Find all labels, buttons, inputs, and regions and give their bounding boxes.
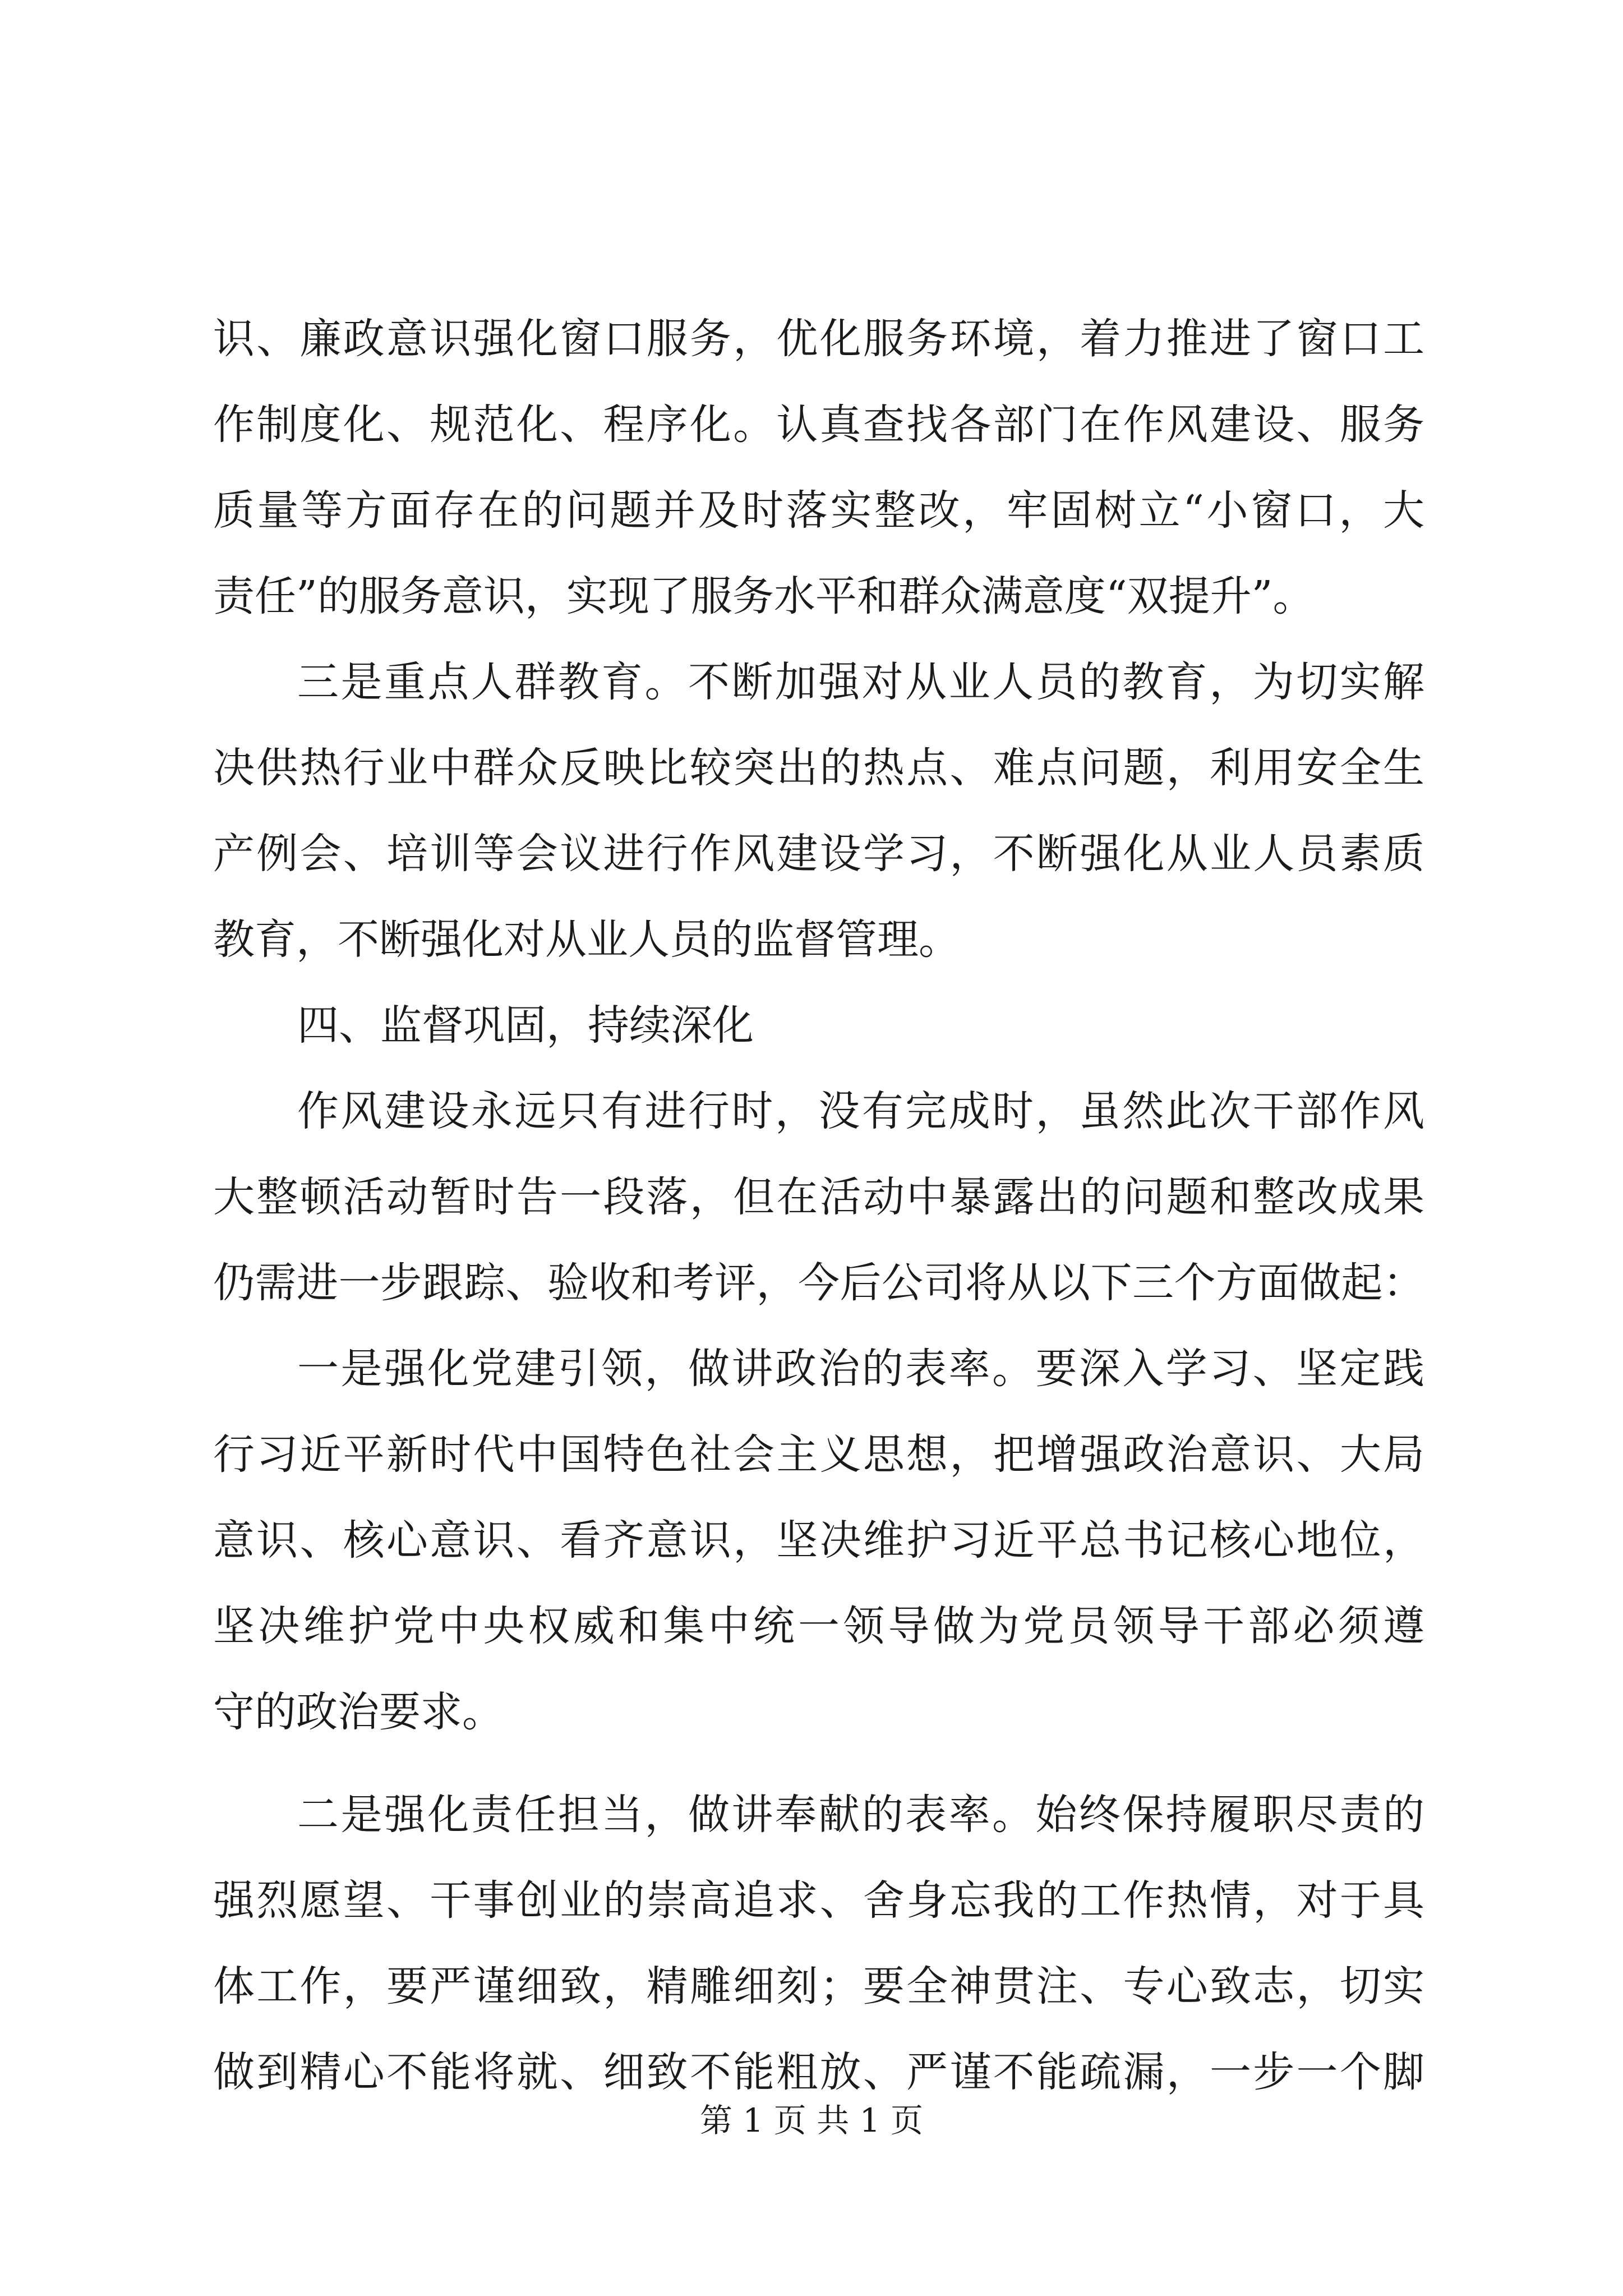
text-line: 体工作，要严谨细致，精雕细刻；要全神贯注、专心致志，切实 bbox=[213, 1962, 1424, 2010]
text-line: 作风建设永远只有进行时，没有完成时，虽然此次干部作风 bbox=[297, 1087, 1424, 1135]
text-line: 四、监督巩固，持续深化 bbox=[297, 1001, 754, 1050]
page-footer: 第 1 页 共 1 页 bbox=[700, 2101, 923, 2139]
text-line: 一是强化党建引领，做讲政治的表率。要深入学习、坚定践 bbox=[297, 1345, 1424, 1393]
text-line: 守的政治要求。 bbox=[213, 1688, 504, 1736]
text-line: 大整顿活动暂时告一段落，但在活动中暴露出的问题和整改成果 bbox=[213, 1173, 1424, 1221]
text-line: 意识、核心意识、看齐意识，坚决维护习近平总书记核心地位， bbox=[213, 1516, 1424, 1565]
text-line: 二是强化责任担当，做讲奉献的表率。始终保持履职尽责的 bbox=[297, 1791, 1424, 1839]
text-line: 强烈愿望、干事创业的崇高追求、舍身忘我的工作热情，对于具 bbox=[213, 1876, 1424, 1925]
text-line: 质量等方面存在的问题并及时落实整改，牢固树立“小窗口，大 bbox=[213, 486, 1424, 535]
document-body bbox=[213, 296, 1424, 2115]
text-line: 仍需进一步跟踪、验收和考评，今后公司将从以下三个方面做起： bbox=[213, 1259, 1424, 1307]
text-line: 行习近平新时代中国特色社会主义思想，把增强政治意识、大局 bbox=[213, 1430, 1424, 1479]
text-line: 做到精心不能将就、细致不能粗放、严谨不能疏漏，一步一个脚 bbox=[213, 2048, 1424, 2096]
text-line: 教育，不断强化对从业人员的监督管理。 bbox=[213, 915, 960, 964]
text-line: 三是重点人群教育。不断加强对从业人员的教育，为切实解 bbox=[297, 658, 1424, 706]
text-line: 产例会、培训等会议进行作风建设学习，不断强化从业人员素质 bbox=[213, 830, 1424, 878]
text-line: 坚决维护党中央权威和集中统一领导做为党员领导干部必须遵 bbox=[213, 1602, 1424, 1650]
text-line: 作制度化、规范化、程序化。认真查找各部门在作风建设、服务 bbox=[213, 401, 1424, 449]
text-line: 责任”的服务意识，实现了服务水平和群众满意度“双提升”。 bbox=[213, 572, 1315, 620]
text-line: 识、廉政意识强化窗口服务，优化服务环境，着力推进了窗口工 bbox=[213, 315, 1424, 363]
text-line: 决供热行业中群众反映比较突出的热点、难点问题，利用安全生 bbox=[213, 744, 1424, 792]
paragraph-gap bbox=[213, 1755, 1424, 1772]
